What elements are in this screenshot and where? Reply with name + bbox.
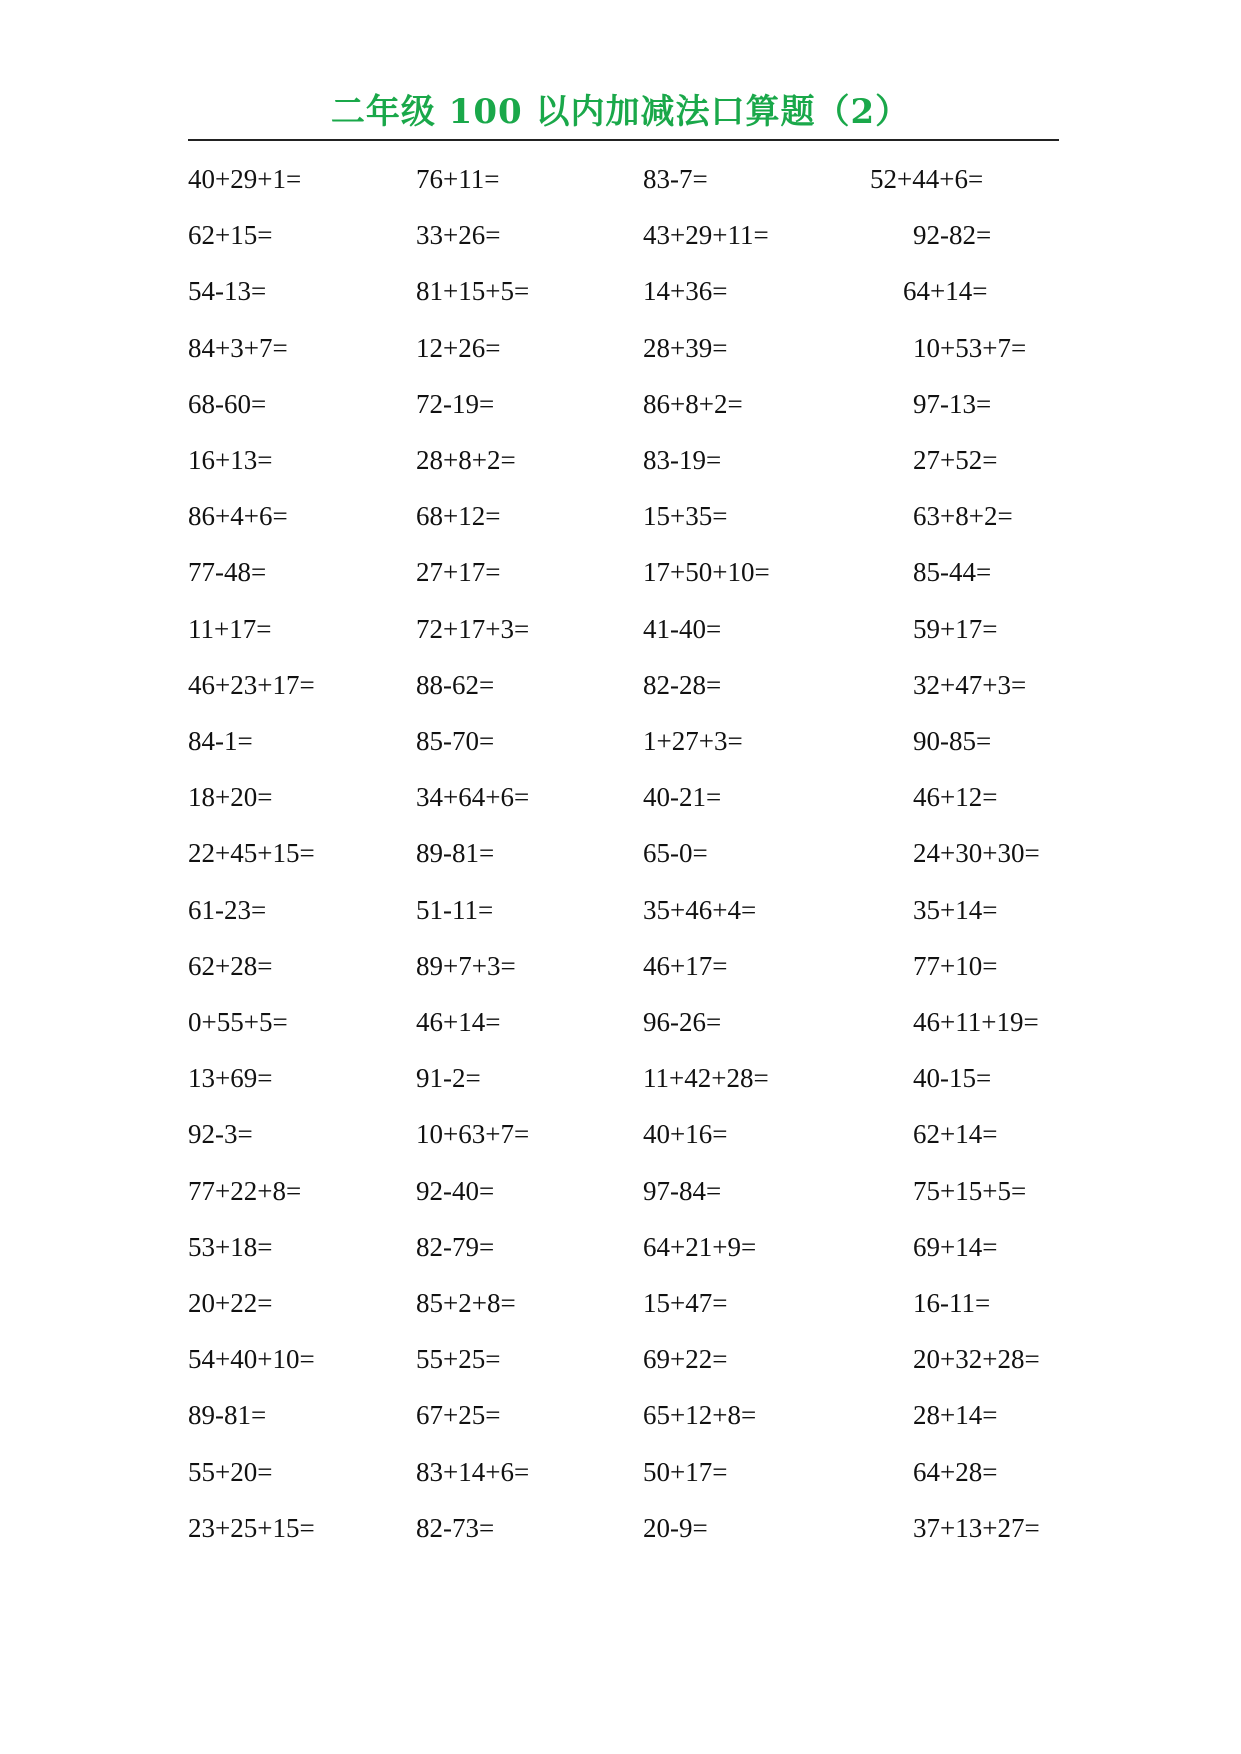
- problem-row: [0, 609, 1241, 649]
- arithmetic-problem: 88-62=: [416, 669, 495, 700]
- arithmetic-problem: 62+28=: [188, 950, 273, 981]
- arithmetic-problem: 59+17=: [913, 613, 998, 644]
- arithmetic-problem: 17+50+10=: [643, 557, 770, 588]
- arithmetic-problem: 20+32+28=: [913, 1344, 1040, 1375]
- problem-row: [0, 833, 1241, 873]
- arithmetic-problem: 54+40+10=: [188, 1344, 315, 1375]
- arithmetic-problem: 32+47+3=: [913, 669, 1027, 700]
- problem-row: [0, 552, 1241, 592]
- arithmetic-problem: 96-26=: [643, 1007, 722, 1037]
- page-title: 二年级 100 以内加减法口算题（2）: [330, 92, 911, 132]
- arithmetic-problem: 69+22=: [643, 1344, 728, 1375]
- arithmetic-problem: 92-3=: [188, 1119, 253, 1150]
- arithmetic-problem: 27+52=: [913, 445, 998, 475]
- problem-row: [0, 1283, 1241, 1323]
- arithmetic-problem: 11+17=: [188, 613, 272, 644]
- arithmetic-problem: 72-19=: [416, 388, 495, 419]
- arithmetic-problem: 77+10=: [913, 950, 998, 981]
- arithmetic-problem: 62+15=: [188, 220, 273, 251]
- problem-row: [0, 1339, 1241, 1379]
- arithmetic-problem: 28+39=: [643, 332, 728, 363]
- arithmetic-problem: 43+29+11=: [643, 220, 769, 251]
- problem-row: [0, 1395, 1241, 1435]
- arithmetic-problem: 89+7+3=: [416, 950, 516, 981]
- arithmetic-problem: 40-21=: [643, 782, 722, 813]
- arithmetic-problem: 86+8+2=: [643, 388, 743, 419]
- arithmetic-problem: 23+25+15=: [188, 1512, 315, 1543]
- problem-row: [0, 1171, 1241, 1211]
- problem-row: [0, 328, 1241, 368]
- arithmetic-problem: 28+8+2=: [416, 445, 516, 475]
- title-underline: [188, 139, 1059, 141]
- arithmetic-problem: 10+53+7=: [913, 332, 1027, 363]
- arithmetic-problem: 72+17+3=: [416, 613, 530, 644]
- arithmetic-problem: 22+45+15=: [188, 838, 315, 869]
- problem-row: [0, 1508, 1241, 1548]
- problem-row: [0, 215, 1241, 255]
- arithmetic-problem: 16-11=: [913, 1288, 991, 1318]
- arithmetic-problem: 35+46+4=: [643, 894, 757, 925]
- problem-row: [0, 1002, 1241, 1042]
- arithmetic-problem: 76+11=: [416, 164, 500, 194]
- arithmetic-problem: 20+22=: [188, 1288, 273, 1318]
- arithmetic-problem: 82-79=: [416, 1231, 495, 1262]
- arithmetic-problem: 67+25=: [416, 1400, 501, 1431]
- arithmetic-problem: 68-60=: [188, 388, 267, 419]
- problem-row: [0, 1227, 1241, 1267]
- arithmetic-problem: 51-11=: [416, 894, 494, 925]
- problem-row: [0, 271, 1241, 311]
- arithmetic-problem: 50+17=: [643, 1456, 728, 1487]
- arithmetic-problem: 85-70=: [416, 726, 495, 756]
- arithmetic-problem: 46+23+17=: [188, 669, 315, 700]
- arithmetic-problem: 46+11+19=: [913, 1007, 1039, 1037]
- arithmetic-problem: 61-23=: [188, 894, 267, 925]
- arithmetic-problem: 27+17=: [416, 557, 501, 588]
- arithmetic-problem: 81+15+5=: [416, 276, 530, 307]
- arithmetic-problem: 24+30+30=: [913, 838, 1040, 869]
- arithmetic-problem: 85-44=: [913, 557, 992, 588]
- problem-row: [0, 665, 1241, 705]
- arithmetic-problem: 97-13=: [913, 388, 992, 419]
- problem-row: [0, 440, 1241, 480]
- arithmetic-problem: 37+13+27=: [913, 1512, 1040, 1543]
- arithmetic-problem: 34+64+6=: [416, 782, 530, 813]
- arithmetic-problem: 28+14=: [913, 1400, 998, 1431]
- arithmetic-problem: 64+21+9=: [643, 1231, 757, 1262]
- arithmetic-problem: 10+63+7=: [416, 1119, 530, 1150]
- arithmetic-problem: 40+16=: [643, 1119, 728, 1150]
- arithmetic-problem: 15+35=: [643, 501, 728, 532]
- arithmetic-problem: 63+8+2=: [913, 501, 1013, 532]
- arithmetic-problem: 69+14=: [913, 1231, 998, 1262]
- arithmetic-problem: 13+69=: [188, 1063, 273, 1094]
- arithmetic-problem: 83-7=: [643, 164, 708, 194]
- arithmetic-problem: 92-82=: [913, 220, 992, 251]
- arithmetic-problem: 84-1=: [188, 726, 253, 756]
- arithmetic-problem: 46+12=: [913, 782, 998, 813]
- arithmetic-problem: 82-73=: [416, 1512, 495, 1543]
- arithmetic-problem: 65-0=: [643, 838, 708, 869]
- problem-row: [0, 890, 1241, 930]
- arithmetic-problem: 83-19=: [643, 445, 722, 475]
- arithmetic-problem: 82-28=: [643, 669, 722, 700]
- arithmetic-problem: 77+22+8=: [188, 1175, 302, 1206]
- problem-row: [0, 1452, 1241, 1492]
- arithmetic-problem: 16+13=: [188, 445, 273, 475]
- arithmetic-problem: 65+12+8=: [643, 1400, 757, 1431]
- problem-row: [0, 384, 1241, 424]
- arithmetic-problem: 86+4+6=: [188, 501, 288, 532]
- arithmetic-problem: 52+44+6=: [870, 164, 984, 194]
- arithmetic-problem: 64+14=: [903, 276, 988, 307]
- arithmetic-problem: 0+55+5=: [188, 1007, 288, 1037]
- arithmetic-problem: 18+20=: [188, 782, 273, 813]
- arithmetic-problem: 89-81=: [416, 838, 495, 869]
- arithmetic-problem: 62+14=: [913, 1119, 998, 1150]
- arithmetic-problem: 40-15=: [913, 1063, 992, 1094]
- arithmetic-problem: 91-2=: [416, 1063, 481, 1094]
- problem-row: [0, 946, 1241, 986]
- arithmetic-problem: 55+25=: [416, 1344, 501, 1375]
- arithmetic-problem: 77-48=: [188, 557, 267, 588]
- arithmetic-problem: 14+36=: [643, 276, 728, 307]
- arithmetic-problem: 89-81=: [188, 1400, 267, 1431]
- arithmetic-problem: 40+29+1=: [188, 164, 302, 194]
- arithmetic-problem: 46+14=: [416, 1007, 501, 1037]
- problem-row: [0, 721, 1241, 761]
- arithmetic-problem: 54-13=: [188, 276, 267, 307]
- arithmetic-problem: 97-84=: [643, 1175, 722, 1206]
- arithmetic-problem: 20-9=: [643, 1512, 708, 1543]
- arithmetic-problem: 64+28=: [913, 1456, 998, 1487]
- arithmetic-problem: 15+47=: [643, 1288, 728, 1318]
- arithmetic-problem: 90-85=: [913, 726, 992, 756]
- arithmetic-problem: 1+27+3=: [643, 726, 743, 756]
- arithmetic-problem: 83+14+6=: [416, 1456, 530, 1487]
- arithmetic-problem: 35+14=: [913, 894, 998, 925]
- arithmetic-problem: 11+42+28=: [643, 1063, 769, 1094]
- arithmetic-problem: 85+2+8=: [416, 1288, 516, 1318]
- arithmetic-problem: 75+15+5=: [913, 1175, 1027, 1206]
- problem-row: [0, 1114, 1241, 1154]
- arithmetic-problem: 12+26=: [416, 332, 501, 363]
- problem-row: [0, 1058, 1241, 1098]
- arithmetic-problem: 53+18=: [188, 1231, 273, 1262]
- arithmetic-problem: 55+20=: [188, 1456, 273, 1487]
- problem-row: [0, 777, 1241, 817]
- arithmetic-problem: 84+3+7=: [188, 332, 288, 363]
- arithmetic-problem: 92-40=: [416, 1175, 495, 1206]
- arithmetic-problem: 68+12=: [416, 501, 501, 532]
- arithmetic-problem: 33+26=: [416, 220, 501, 251]
- arithmetic-problem: 41-40=: [643, 613, 722, 644]
- arithmetic-problem: 46+17=: [643, 950, 728, 981]
- problem-row: [0, 159, 1241, 199]
- problem-row: [0, 496, 1241, 536]
